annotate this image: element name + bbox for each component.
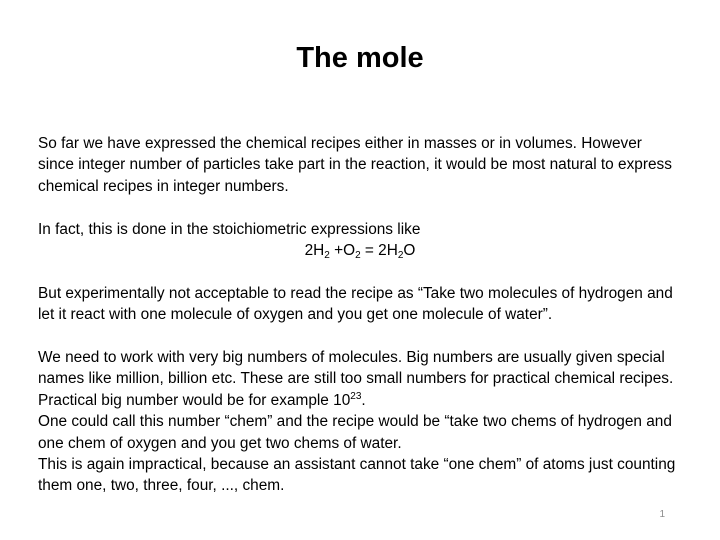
equation-h2: 2H bbox=[304, 242, 325, 260]
equation-h2-subscript: 2 bbox=[324, 250, 330, 262]
page-number: 1 bbox=[659, 509, 665, 520]
paragraph-chem: One could call this number “chem” and the recipe would be “take two chems of hydrogen and one chem of oxygen and you get two chems of water. bbox=[38, 413, 672, 452]
equation-o2-subscript: 2 bbox=[355, 250, 361, 262]
spacer bbox=[38, 326, 682, 347]
equation-h2o: = 2H bbox=[360, 242, 398, 260]
big-numbers-end: . bbox=[361, 391, 366, 409]
chemical-equation bbox=[38, 240, 682, 261]
equation-h2o-subscript: 2 bbox=[397, 250, 404, 262]
exponent: 23 bbox=[350, 390, 362, 402]
spacer bbox=[38, 197, 682, 218]
equation-o: O bbox=[403, 242, 416, 260]
paragraph-stoichiometric: In fact, this is done in the stoichiometric expressions like bbox=[38, 220, 421, 238]
slide-body bbox=[38, 133, 682, 497]
spacer bbox=[38, 261, 682, 282]
paragraph-impractical: This is again impractical, because an assistant cannot take “one chem” of atoms just counting them one, two, three, four, ..., chem. bbox=[38, 456, 676, 495]
paragraph-big-numbers bbox=[38, 347, 682, 411]
paragraph-experimentally: But experimentally not acceptable to read the recipe as “Take two molecules of hydrogen and let it react with one molecule of oxygen and you get one molecule of water”. bbox=[38, 284, 673, 324]
big-numbers-text: We need to work with very big numbers of molecules. Big numbers are usually given special names like million, billion etc. These are still too small numbers for practical chemical recipes. Practical big number would be for example 10 bbox=[38, 349, 674, 409]
slide-title: The mole bbox=[296, 42, 424, 74]
paragraph-masses-volumes: So far we have expressed the chemical recipes either in masses or in volumes. However since integer number of particles take part in the reaction, it would be most natural to express chemical recipes in integer numbers. bbox=[38, 135, 672, 195]
equation-o2: +O bbox=[329, 242, 356, 260]
